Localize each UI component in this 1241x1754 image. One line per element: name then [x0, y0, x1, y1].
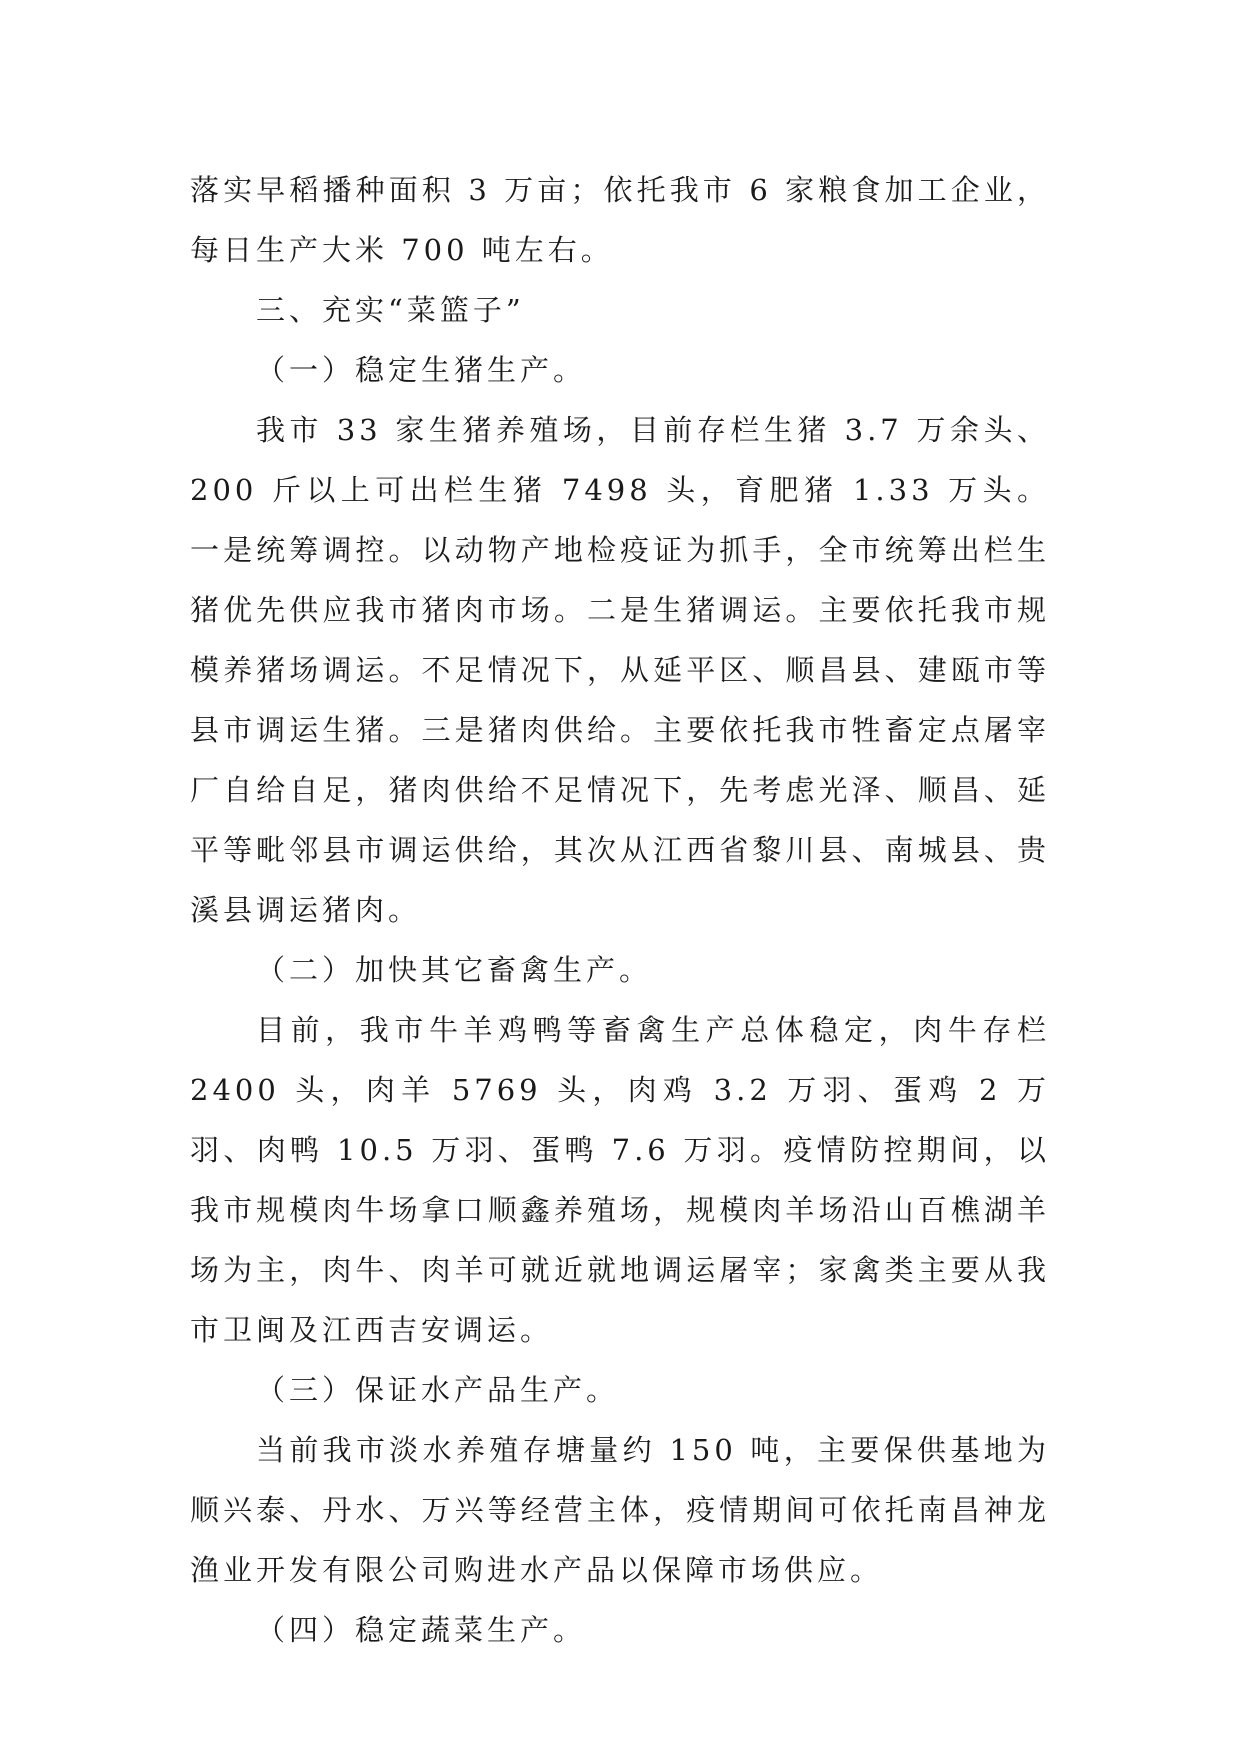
paragraph-livestock-poultry: 目前，我市牛羊鸡鸭等畜禽生产总体稳定，肉牛存栏 2400 头，肉羊 5769 头，肉鸡 3.2 万羽、蛋鸡 2 万羽、肉鸭 10.5 万羽、蛋鸭 7.6 万羽。疫情防控期间，以我市规模肉牛场拿口顺鑫养殖场，规模肉羊场沿山百樵湖羊场为主，肉牛、肉羊可就近就地调运屠宰；家禽类主要从我市卫闽及江西吉安调运。 — [190, 1013, 1050, 1347]
subheading-pig-production: （一）稳定生猪生产。 — [256, 353, 587, 387]
subheading-vegetable-production: （四）稳定蔬菜生产。 — [256, 1613, 587, 1647]
subheading-livestock-poultry: （二）加快其它畜禽生产。 — [256, 953, 653, 987]
document-page — [190, 160, 1050, 1660]
paragraph-pig-production: 我市 33 家生猪养殖场，目前存栏生猪 3.7 万余头、200 斤以上可出栏生猪 7498 头，育肥猪 1.33 万头。一是统筹调控。以动物产地检疫证为抓手，全市统筹出栏生猪优先供应我市猪肉市场。二是生猪调运。主要依托我市规模养猪场调运。不足情况下，从延平区、顺昌县、建瓯市等县市调运生猪。三是猪肉供给。主要依托我市牲畜定点屠宰厂自给自足，猪肉供给不足情况下，先考虑光泽、顺昌、延平等毗邻县市调运供给，其次从江西省黎川县、南城县、贵溪县调运猪肉。 — [190, 413, 1050, 927]
paragraph-rice-production: 落实早稻播种面积 3 万亩；依托我市 6 家粮食加工企业，每日生产大米 700 吨左右。 — [190, 173, 1050, 267]
section-heading-vegetable-basket: 三、充实“菜篮子” — [256, 293, 525, 327]
subheading-aquatic-products: （三）保证水产品生产。 — [256, 1373, 620, 1407]
paragraph-aquatic-products: 当前我市淡水养殖存塘量约 150 吨，主要保供基地为顺兴泰、丹水、万兴等经营主体，疫情期间可依托南昌神龙渔业开发有限公司购进水产品以保障市场供应。 — [190, 1433, 1050, 1587]
